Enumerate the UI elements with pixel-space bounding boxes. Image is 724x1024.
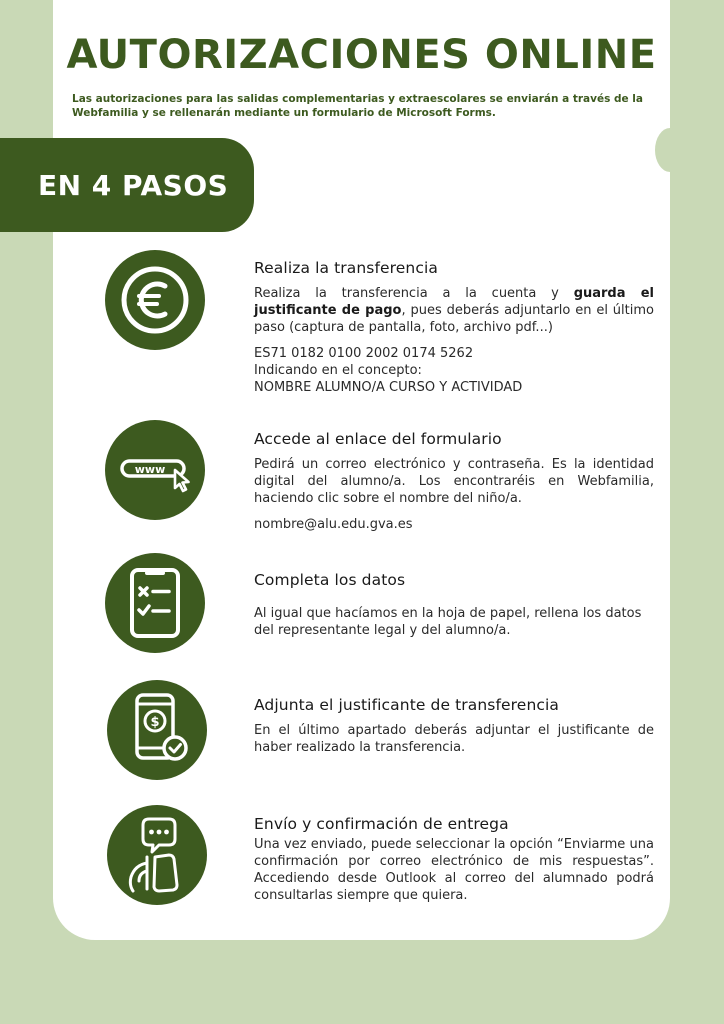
step-2-title: Accede al enlace del formulario (254, 430, 502, 448)
step-3 (254, 571, 654, 639)
card-notch (655, 128, 685, 172)
step-5-title: Envío y confirmación de entrega (254, 815, 509, 833)
hand-phone-chat-icon (107, 805, 207, 905)
steps-badge (0, 138, 254, 232)
step-1 (254, 259, 654, 396)
step-1-concept-value: NOMBRE ALUMNO/A CURSO Y ACTIVIDAD (254, 380, 523, 395)
svg-text:www: www (134, 463, 166, 476)
step-1-text: Realiza la transferencia a la cuenta y guarda el justificante de pago, pues deberás adjuntarlo en el último paso (captura de pantalla, foto, archivo pdf...) (254, 286, 654, 335)
svg-text:$: $ (150, 715, 160, 730)
euro-icon (105, 250, 205, 350)
step-5-text: Una vez enviado, puede seleccionar la opción “Enviarme una confirmación por correo electrónico de mis respuestas”. Accediendo desde Outlook al correo del alumnado podrá consultarlas siempre que quiera. (254, 837, 654, 903)
page-title: AUTORIZACIONES ONLINE (66, 32, 657, 78)
step-1-concept-label: Indicando en el concepto: (254, 363, 422, 378)
www-cursor-icon (105, 420, 205, 520)
step-3-title: Completa los datos (254, 571, 406, 589)
step-2 (254, 430, 654, 533)
steps-badge-label: EN 4 PASOS (38, 168, 229, 202)
checklist-phone-icon (105, 553, 205, 653)
step-4-text: En el último apartado deberás adjuntar el justificante de haber realizado la transferencia. (254, 723, 654, 755)
phone-payment-check-icon (107, 680, 207, 780)
step-3-text: Al igual que hacíamos en la hoja de papel, rellena los datos del representante legal y del alumno/a. (254, 606, 642, 638)
step-5 (254, 815, 654, 904)
step-4 (254, 696, 654, 756)
step-4-title: Adjunta el justificante de transferencia (254, 696, 559, 714)
step-2-text: Pedirá un correo electrónico y contraseña. Es la identidad digital del alumno/a. Los encontraréis en Webfamilia, haciendo clic sobre el nombre del niño/a. (254, 457, 654, 506)
intro-text: Las autorizaciones para las salidas complementarias y extraescolares se enviarán a través de la Webfamilia y se rellenarán mediante un formulario de Microsoft Forms. (72, 93, 643, 119)
step-2-email: nombre@alu.edu.gva.es (254, 517, 413, 532)
step-1-title: Realiza la transferencia (254, 259, 438, 277)
step-1-iban: ES71 0182 0100 2002 0174 5262 (254, 346, 474, 361)
